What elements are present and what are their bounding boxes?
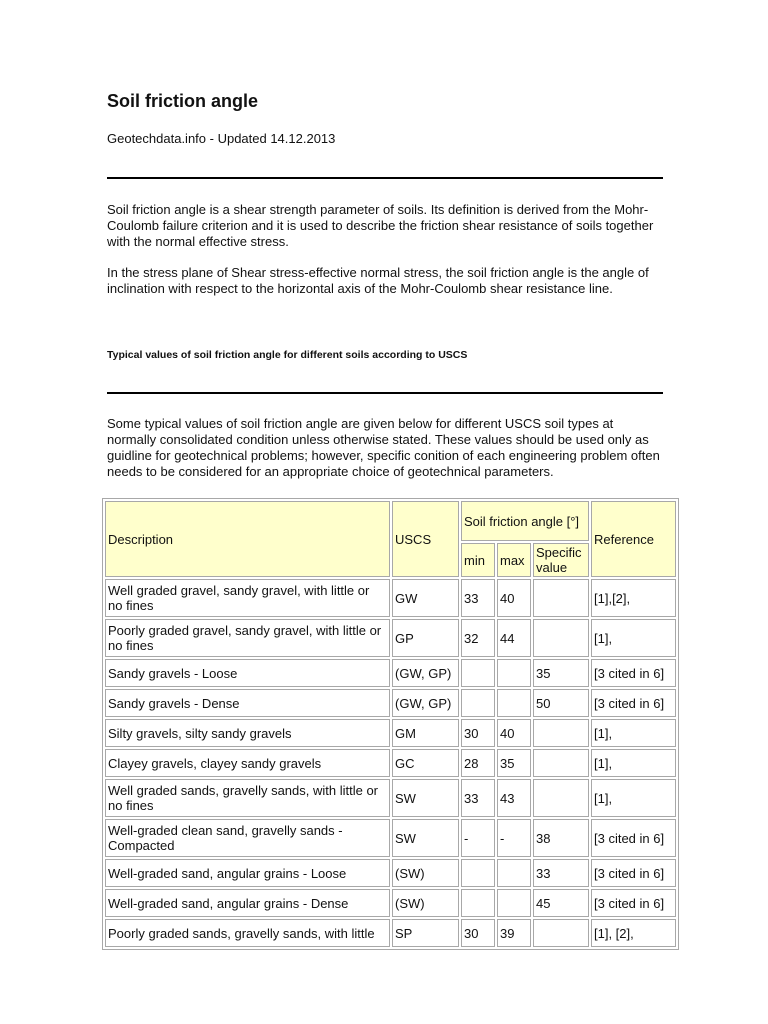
header-friction-angle: Soil friction angle [°] — [461, 501, 589, 541]
cell-specific — [533, 579, 589, 617]
cell-reference: [1], — [591, 619, 676, 657]
table-row — [105, 659, 676, 687]
table-row — [105, 689, 676, 717]
cell-description: Sandy gravels - Dense — [105, 689, 390, 717]
cell-description: Clayey gravels, clayey sandy gravels — [105, 749, 390, 777]
section-heading: Typical values of soil friction angle for different soils according to USCS — [107, 349, 468, 361]
intro-paragraph-2: In the stress plane of Shear stress-effective normal stress, the soil friction angle is the angle of inclination with respect to the horizontal axis of the Mohr-Coulomb shear resistance line. — [107, 265, 649, 296]
cell-min — [461, 689, 495, 717]
friction-angle-table — [102, 498, 679, 950]
cell-max — [497, 659, 531, 687]
cell-uscs: SW — [392, 779, 459, 817]
cell-specific — [533, 779, 589, 817]
header-reference: Reference — [591, 501, 676, 577]
cell-uscs: GC — [392, 749, 459, 777]
cell-uscs: GM — [392, 719, 459, 747]
cell-description: Well graded gravel, sandy gravel, with little or no fines — [105, 579, 390, 617]
cell-min: 33 — [461, 579, 495, 617]
cell-specific — [533, 619, 589, 657]
divider — [107, 177, 663, 179]
cell-max: 44 — [497, 619, 531, 657]
cell-specific — [533, 919, 589, 947]
cell-reference: [3 cited in 6] — [591, 659, 676, 687]
table-row — [105, 719, 676, 747]
cell-reference: [1], — [591, 719, 676, 747]
cell-min: 33 — [461, 779, 495, 817]
source-and-date: Geotechdata.info - Updated 14.12.2013 — [107, 131, 336, 146]
cell-min — [461, 859, 495, 887]
cell-description: Poorly graded sands, gravelly sands, with little — [105, 919, 390, 947]
cell-min: 32 — [461, 619, 495, 657]
cell-min — [461, 889, 495, 917]
cell-min — [461, 659, 495, 687]
cell-min: 30 — [461, 919, 495, 947]
cell-min: - — [461, 819, 495, 857]
header-description: Description — [105, 501, 390, 577]
cell-max: 39 — [497, 919, 531, 947]
cell-uscs: (GW, GP) — [392, 659, 459, 687]
cell-description: Sandy gravels - Loose — [105, 659, 390, 687]
cell-max: 35 — [497, 749, 531, 777]
table-row — [105, 779, 676, 817]
cell-specific: 33 — [533, 859, 589, 887]
header-max: max — [497, 543, 531, 577]
cell-max: 40 — [497, 579, 531, 617]
table-header-row — [105, 501, 676, 541]
intro-paragraph-1: Soil friction angle is a shear strength parameter of soils. Its definition is derived from the Mohr-Coulomb failure criterion and it is used to describe the friction shear resistance of soils together with the normal effective stress. — [107, 202, 654, 249]
cell-uscs: (SW) — [392, 859, 459, 887]
cell-max — [497, 689, 531, 717]
table-row — [105, 859, 676, 887]
header-specific-value: Specific value — [533, 543, 589, 577]
cell-uscs: SP — [392, 919, 459, 947]
header-min: min — [461, 543, 495, 577]
cell-reference: [1], — [591, 749, 676, 777]
cell-specific — [533, 719, 589, 747]
page-title: Soil friction angle — [107, 91, 259, 111]
cell-specific: 35 — [533, 659, 589, 687]
cell-reference: [3 cited in 6] — [591, 819, 676, 857]
cell-uscs: (GW, GP) — [392, 689, 459, 717]
cell-description: Well graded sands, gravelly sands, with little or no fines — [105, 779, 390, 817]
cell-specific: 45 — [533, 889, 589, 917]
table-row — [105, 819, 676, 857]
cell-uscs: SW — [392, 819, 459, 857]
cell-uscs: (SW) — [392, 889, 459, 917]
table-row — [105, 749, 676, 777]
cell-uscs: GW — [392, 579, 459, 617]
cell-reference: [1], — [591, 779, 676, 817]
table-row — [105, 579, 676, 617]
cell-reference: [1],[2], — [591, 579, 676, 617]
cell-reference: [1], [2], — [591, 919, 676, 947]
cell-specific — [533, 749, 589, 777]
cell-max: 40 — [497, 719, 531, 747]
cell-uscs: GP — [392, 619, 459, 657]
cell-max: - — [497, 819, 531, 857]
table-row — [105, 619, 676, 657]
cell-description: Well-graded sand, angular grains - Dense — [105, 889, 390, 917]
cell-description: Well-graded sand, angular grains - Loose — [105, 859, 390, 887]
table-row — [105, 889, 676, 917]
cell-description: Silty gravels, silty sandy gravels — [105, 719, 390, 747]
cell-max: 43 — [497, 779, 531, 817]
cell-description: Well-graded clean sand, gravelly sands - Compacted — [105, 819, 390, 857]
cell-description: Poorly graded gravel, sandy gravel, with little or no fines — [105, 619, 390, 657]
cell-min: 28 — [461, 749, 495, 777]
cell-reference: [3 cited in 6] — [591, 889, 676, 917]
cell-reference: [3 cited in 6] — [591, 859, 676, 887]
header-uscs: USCS — [392, 501, 459, 577]
cell-min: 30 — [461, 719, 495, 747]
cell-specific: 50 — [533, 689, 589, 717]
cell-specific: 38 — [533, 819, 589, 857]
table-row — [105, 919, 676, 947]
divider — [107, 392, 663, 394]
cell-reference: [3 cited in 6] — [591, 689, 676, 717]
cell-max — [497, 889, 531, 917]
section-paragraph: Some typical values of soil friction angle are given below for different USCS soil types at normally consolidated condition unless otherwise stated. These values should be used only as guidline for geotechnical problems; however, specific conition of each engineering problem often needs to be considered for an appropriate choice of geotechnical parameters. — [107, 416, 660, 479]
cell-max — [497, 859, 531, 887]
